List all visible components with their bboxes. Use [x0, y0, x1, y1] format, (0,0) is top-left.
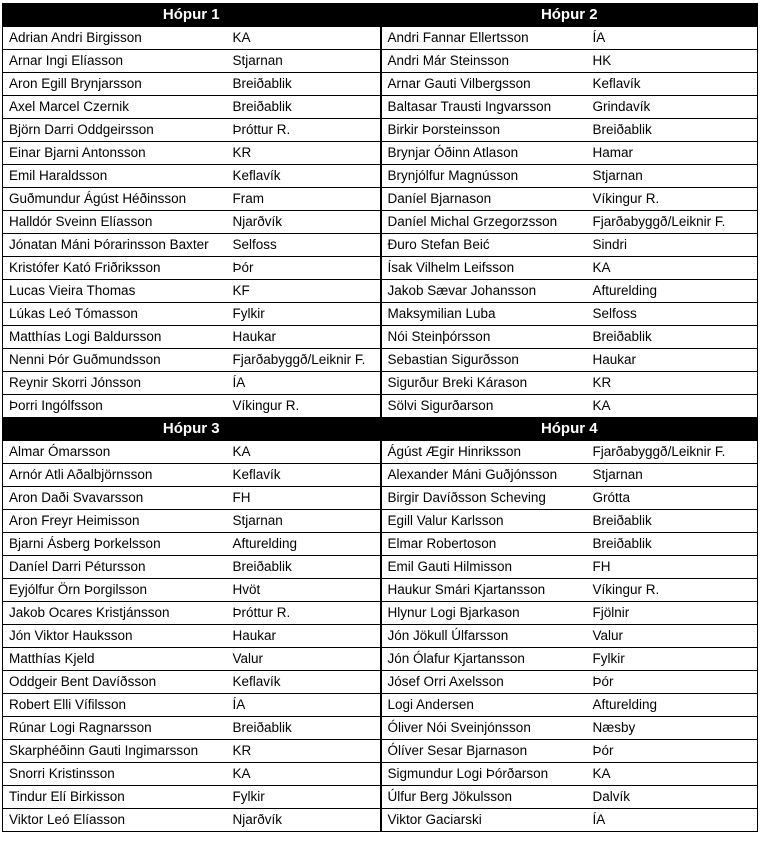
- player-name: Bjarni Ásberg Þorkelsson: [3, 533, 229, 556]
- player-club: Njarðvík: [229, 211, 381, 234]
- player-name: Jón Jökull Úlfarsson: [381, 625, 589, 648]
- player-club: Fjarðabyggð/Leiknir F.: [589, 211, 758, 234]
- player-club: Breiðablik: [589, 510, 758, 533]
- player-name: Aron Freyr Heimisson: [3, 510, 229, 533]
- player-club: Víkingur R.: [589, 579, 758, 602]
- player-row: [3, 257, 758, 280]
- player-row: [3, 487, 758, 510]
- player-name: Alexander Máni Guðjónsson: [381, 464, 589, 487]
- player-name: Sigmundur Logi Þórðarson: [381, 763, 589, 786]
- player-club: Fylkir: [229, 303, 381, 326]
- player-club: Haukar: [229, 326, 381, 349]
- player-club: Breiðablik: [589, 119, 758, 142]
- player-club: Afturelding: [589, 280, 758, 303]
- player-club: KA: [229, 763, 381, 786]
- player-row: [3, 73, 758, 96]
- player-name: Matthías Kjeld: [3, 648, 229, 671]
- player-row: [3, 648, 758, 671]
- group-title: Hópur 4: [381, 418, 758, 441]
- player-name: Halldór Sveinn Elíasson: [3, 211, 229, 234]
- player-row: [3, 763, 758, 786]
- player-name: Logi Andersen: [381, 694, 589, 717]
- player-club: Fylkir: [229, 786, 381, 809]
- player-name: Robert Elli Vífilsson: [3, 694, 229, 717]
- group-title: Hópur 2: [381, 4, 758, 27]
- player-name: Nói Steinþórsson: [381, 326, 589, 349]
- player-club: Fylkir: [589, 648, 758, 671]
- player-club: Þróttur R.: [229, 602, 381, 625]
- player-club: Sindri: [589, 234, 758, 257]
- player-club: KA: [589, 763, 758, 786]
- player-name: Matthías Logi Baldursson: [3, 326, 229, 349]
- player-name: Arnór Atli Aðalbjörnsson: [3, 464, 229, 487]
- player-club: Dalvík: [589, 786, 758, 809]
- player-row: [3, 326, 758, 349]
- group-header-row: [3, 4, 758, 27]
- player-club: Keflavík: [229, 464, 381, 487]
- player-club: Hamar: [589, 142, 758, 165]
- player-club: Breiðablik: [589, 533, 758, 556]
- player-club: Grindavík: [589, 96, 758, 119]
- player-club: Fram: [229, 188, 381, 211]
- player-name: Reynir Skorri Jónsson: [3, 372, 229, 395]
- player-club: Víkingur R.: [229, 395, 381, 418]
- player-name: Þorri Ingólfsson: [3, 395, 229, 418]
- player-club: HK: [589, 50, 758, 73]
- player-club: Afturelding: [589, 694, 758, 717]
- player-club: Valur: [229, 648, 381, 671]
- player-club: Keflavík: [229, 671, 381, 694]
- player-row: [3, 510, 758, 533]
- player-row: [3, 303, 758, 326]
- player-club: Breiðablik: [589, 326, 758, 349]
- player-name: Björn Darri Oddgeirsson: [3, 119, 229, 142]
- player-row: [3, 349, 758, 372]
- player-club: Selfoss: [229, 234, 381, 257]
- player-row: [3, 694, 758, 717]
- player-name: Hlynur Logi Bjarkason: [381, 602, 589, 625]
- player-club: Víkingur R.: [589, 188, 758, 211]
- player-name: Birkir Þorsteinsson: [381, 119, 589, 142]
- player-name: Jónatan Máni Þórarinsson Baxter: [3, 234, 229, 257]
- player-club: Stjarnan: [229, 510, 381, 533]
- player-name: Sigurður Breki Kárason: [381, 372, 589, 395]
- player-club: Afturelding: [229, 533, 381, 556]
- player-name: Rúnar Logi Ragnarsson: [3, 717, 229, 740]
- player-name: Guðmundur Ágúst Héðinsson: [3, 188, 229, 211]
- player-row: [3, 27, 758, 50]
- player-club: KA: [589, 395, 758, 418]
- player-name: Emil Haraldsson: [3, 165, 229, 188]
- player-name: Đuro Stefan Beić: [381, 234, 589, 257]
- player-row: [3, 165, 758, 188]
- player-club: Breiðablik: [229, 96, 381, 119]
- player-name: Ísak Vilhelm Leifsson: [381, 257, 589, 280]
- player-row: [3, 533, 758, 556]
- player-club: Grótta: [589, 487, 758, 510]
- player-row: [3, 119, 758, 142]
- player-club: KF: [229, 280, 381, 303]
- player-name: Úlfur Berg Jökulsson: [381, 786, 589, 809]
- player-name: Jón Viktor Hauksson: [3, 625, 229, 648]
- player-name: Adrian Andri Birgisson: [3, 27, 229, 50]
- player-name: Arnar Ingi Elíasson: [3, 50, 229, 73]
- player-club: Selfoss: [589, 303, 758, 326]
- player-name: Kristófer Kató Friðriksson: [3, 257, 229, 280]
- player-club: FH: [589, 556, 758, 579]
- player-name: Daníel Darri Pétursson: [3, 556, 229, 579]
- player-row: [3, 280, 758, 303]
- player-row: [3, 142, 758, 165]
- player-name: Viktor Leó Elíasson: [3, 809, 229, 832]
- player-club: Njarðvík: [229, 809, 381, 832]
- player-name: Eyjólfur Örn Þorgilsson: [3, 579, 229, 602]
- player-name: Einar Bjarni Antonsson: [3, 142, 229, 165]
- player-club: KA: [229, 27, 381, 50]
- player-club: Haukar: [229, 625, 381, 648]
- player-name: Aron Daði Svavarsson: [3, 487, 229, 510]
- player-club: KR: [589, 372, 758, 395]
- player-row: [3, 211, 758, 234]
- player-row: [3, 717, 758, 740]
- player-club: Hvöt: [229, 579, 381, 602]
- player-club: KR: [229, 740, 381, 763]
- player-name: Ólíver Sesar Bjarnason: [381, 740, 589, 763]
- player-row: [3, 671, 758, 694]
- player-row: [3, 740, 758, 763]
- player-name: Jakob Sævar Johansson: [381, 280, 589, 303]
- player-name: Óliver Nói Sveinjónsson: [381, 717, 589, 740]
- group-header-row: [3, 418, 758, 441]
- player-row: [3, 372, 758, 395]
- player-club: KA: [589, 257, 758, 280]
- player-club: Fjarðabyggð/Leiknir F.: [589, 441, 758, 464]
- player-name: Egill Valur Karlsson: [381, 510, 589, 533]
- player-name: Almar Ómarsson: [3, 441, 229, 464]
- player-row: [3, 234, 758, 257]
- player-name: Jakob Ocares Kristjánsson: [3, 602, 229, 625]
- player-row: [3, 188, 758, 211]
- player-club: Valur: [589, 625, 758, 648]
- player-name: Baltasar Trausti Ingvarsson: [381, 96, 589, 119]
- player-row: [3, 602, 758, 625]
- player-name: Haukur Smári Kjartansson: [381, 579, 589, 602]
- player-row: [3, 809, 758, 832]
- player-name: Andri Már Steinsson: [381, 50, 589, 73]
- player-name: Daníel Michal Grzegorzsson: [381, 211, 589, 234]
- player-row: [3, 441, 758, 464]
- roster-sheet: [2, 3, 757, 839]
- player-name: Oddgeir Bent Davíðsson: [3, 671, 229, 694]
- player-club: KA: [229, 441, 381, 464]
- roster-table: [2, 3, 758, 832]
- player-row: [3, 625, 758, 648]
- player-row: [3, 50, 758, 73]
- group-title: Hópur 3: [3, 418, 381, 441]
- player-row: [3, 464, 758, 487]
- player-club: Þór: [589, 671, 758, 694]
- player-club: Þór: [589, 740, 758, 763]
- player-name: Emil Gauti Hilmisson: [381, 556, 589, 579]
- player-name: Aron Egill Brynjarsson: [3, 73, 229, 96]
- player-name: Maksymilian Luba: [381, 303, 589, 326]
- player-club: Stjarnan: [229, 50, 381, 73]
- player-name: Ágúst Ægir Hinriksson: [381, 441, 589, 464]
- player-row: [3, 96, 758, 119]
- player-club: Næsby: [589, 717, 758, 740]
- player-club: Haukar: [589, 349, 758, 372]
- player-name: Brynjar Óðinn Atlason: [381, 142, 589, 165]
- player-name: Sebastian Sigurðsson: [381, 349, 589, 372]
- player-name: Brynjólfur Magnússon: [381, 165, 589, 188]
- player-name: Snorri Kristinsson: [3, 763, 229, 786]
- player-club: ÍA: [589, 809, 758, 832]
- player-name: Andri Fannar Ellertsson: [381, 27, 589, 50]
- player-name: Sölvi Sigurðarson: [381, 395, 589, 418]
- player-row: [3, 395, 758, 418]
- player-club: FH: [229, 487, 381, 510]
- player-row: [3, 579, 758, 602]
- player-club: Keflavík: [229, 165, 381, 188]
- player-club: ÍA: [229, 694, 381, 717]
- group-title: Hópur 1: [3, 4, 381, 27]
- player-name: Birgir Davíðsson Scheving: [381, 487, 589, 510]
- player-name: Nenni Þór Guðmundsson: [3, 349, 229, 372]
- player-club: Stjarnan: [589, 165, 758, 188]
- player-row: [3, 556, 758, 579]
- player-club: Breiðablik: [229, 73, 381, 96]
- player-club: Breiðablik: [229, 556, 381, 579]
- player-name: Lúkas Leó Tómasson: [3, 303, 229, 326]
- player-club: Stjarnan: [589, 464, 758, 487]
- player-club: Keflavík: [589, 73, 758, 96]
- player-name: Jósef Orri Axelsson: [381, 671, 589, 694]
- roster-body: [3, 4, 758, 832]
- player-club: Þór: [229, 257, 381, 280]
- player-name: Tindur Elí Birkisson: [3, 786, 229, 809]
- player-name: Daníel Bjarnason: [381, 188, 589, 211]
- player-club: Fjarðabyggð/Leiknir F.: [229, 349, 381, 372]
- player-row: [3, 786, 758, 809]
- player-club: Þróttur R.: [229, 119, 381, 142]
- player-club: Fjölnir: [589, 602, 758, 625]
- player-name: Elmar Robertoson: [381, 533, 589, 556]
- player-name: Jón Ólafur Kjartansson: [381, 648, 589, 671]
- player-name: Skarphéðinn Gauti Ingimarsson: [3, 740, 229, 763]
- player-name: Arnar Gauti Vilbergsson: [381, 73, 589, 96]
- player-club: Breiðablik: [229, 717, 381, 740]
- player-club: ÍA: [589, 27, 758, 50]
- player-club: ÍA: [229, 372, 381, 395]
- player-name: Axel Marcel Czernik: [3, 96, 229, 119]
- player-club: KR: [229, 142, 381, 165]
- player-name: Lucas Vieira Thomas: [3, 280, 229, 303]
- player-name: Viktor Gaciarski: [381, 809, 589, 832]
